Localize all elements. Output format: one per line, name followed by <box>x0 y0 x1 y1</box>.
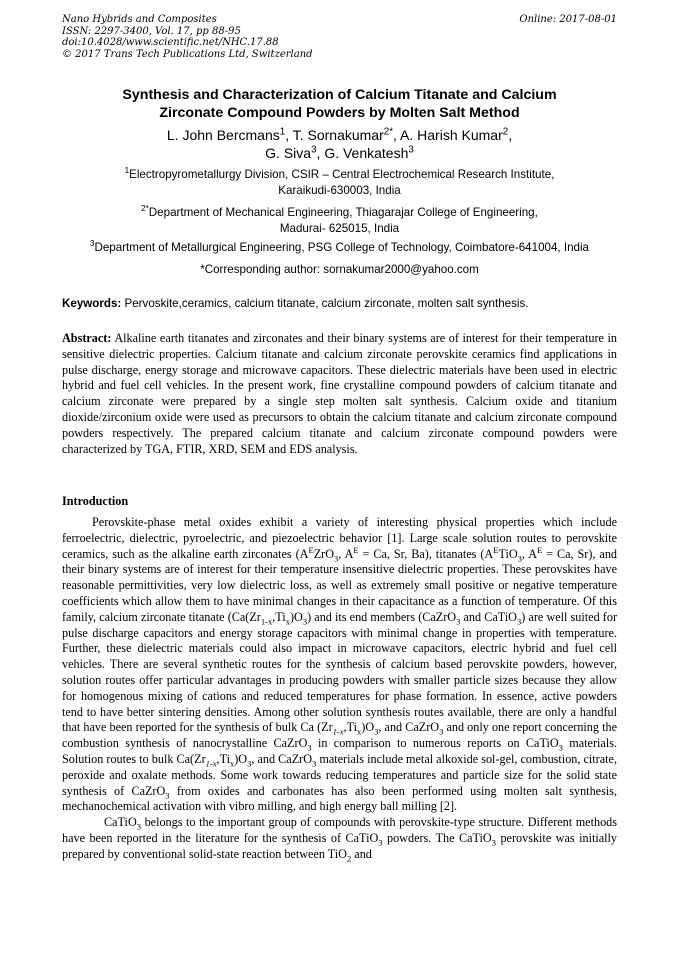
paper-title <box>62 86 617 122</box>
subscript: 3 <box>439 726 444 737</box>
text-run: ) and its end members (CaZrO <box>307 609 457 624</box>
subscript: 3 <box>136 821 142 832</box>
authors-line-2: G. Siva$^3$, G. Venkatesh$^3$ <box>265 144 414 161</box>
text-run: )O <box>361 720 375 735</box>
text-run: , and CaZrO <box>251 751 313 766</box>
author-name: L. John Bercmans <box>166 127 280 143</box>
author-name: G. Venkatesh <box>324 145 409 161</box>
subscript: 3 <box>302 616 308 627</box>
subscript: 1-x <box>205 758 217 769</box>
affiliation-text: Department of Mechanical Engineering, Thiagarajar College of Engineering, <box>148 206 538 219</box>
keywords-text: Pervoskite,ceramics, calcium titanate, calcium zirconate, molten salt synthesis. <box>121 297 529 310</box>
author-name: T. Sornakumar <box>292 127 384 143</box>
affiliation-mark: 1 <box>124 166 130 176</box>
subscript: 3 <box>307 742 312 753</box>
introduction-body <box>62 515 617 863</box>
affiliation-text: Karaikudi-630003, India <box>278 184 401 197</box>
subscript: 2 <box>346 853 352 864</box>
text-run: CaTiO <box>104 815 137 830</box>
affiliation-mark: 2* <box>141 204 149 214</box>
affiliation-1 <box>62 167 617 199</box>
text-run: , A <box>521 546 538 561</box>
text-run: powders. The CaTiO <box>382 830 492 845</box>
keywords-label: Keywords: <box>62 297 122 310</box>
section-heading-introduction: Introduction <box>62 494 129 508</box>
text-run: , A <box>338 546 354 561</box>
text-run: materials include metal alkoxide sol-gel, combustion, citrate, peroxide and oxalate methods. Some work towards reducing temperatures and particle size for the solid state synthesis of CaZrO <box>62 751 617 798</box>
abstract-label: Abstract: <box>62 331 112 345</box>
affiliation-text: Department of Metallurgical Engineering, PSG College of Technology, Coimbatore-641004, India <box>94 241 590 254</box>
affiliation-text: Madurai- 625015, India <box>279 222 400 235</box>
affiliation-2 <box>62 205 617 237</box>
subscript: 3 <box>378 837 383 848</box>
abstract <box>62 331 617 457</box>
text-run: TiO <box>498 546 518 561</box>
subscript: x <box>285 616 290 627</box>
affiliation-mark: 3 <box>89 239 95 249</box>
author-affiliation-mark: 2* <box>383 126 394 138</box>
text-run: belongs to the important group of compounds with perovskite-type structure. Different methods have been reported in the literature for the synthesis of CaTiO <box>62 815 617 845</box>
subscript: 3 <box>374 726 379 737</box>
text-run: Perovskite-phase metal oxides exhibit a variety of interesting physical properties which include ferroelectric, dielectric, pyroelectric, and piezoelectric behavior [1]. Large scale solution routes to perovskite ceramics, such as the alkaline earth zirconates (A <box>62 515 617 561</box>
text-run: ,Ti <box>343 720 357 735</box>
text-run: and <box>351 846 372 861</box>
text-run: and only one report concerning the combustion synthesis of nanocrystalline CaZrO <box>62 720 617 751</box>
text-run: )O <box>289 609 303 624</box>
author-list <box>62 126 617 162</box>
text-run: ) are well suited for pulse discharge capacitors and energy storage capacitors with minimal change in properties with temperature. Further, these dielectric materials could also impact in microwave capacitors, electric hybrid and fuel cell vehicles. There are several synthetic routes for the synthesis of calcium based perovskite powders, however, solution routes offer particular advantages in producing powders with smaller particle sizes because they allow for homogenous mixing of cations and reduced temperatures for phase formation. In essence, active powders tend to have better sintering densities. Among other solution synthesis routes available, there are only a handful that have been reported for the synthesis of bulk Ca (Zr <box>62 609 618 735</box>
subscript: x <box>229 758 235 769</box>
title-line-2: Zirconate Compound Powders by Molten Salt Method <box>159 105 520 121</box>
author-affiliation-mark: 2 <box>502 126 509 138</box>
subscript: 1-x <box>332 726 344 737</box>
superscript: E <box>537 544 543 555</box>
subscript: 3 <box>516 616 522 627</box>
subscript: 3 <box>456 616 461 627</box>
subscript: 1-x <box>260 616 273 627</box>
issn-line: ISSN: 2297-3400, Vol. 17, pp 88-95 <box>62 25 241 37</box>
authors-line-1: L. John Bercmans$^1$, T. Sornakumar$^{2*}$, A. Harish Kumar$^2$, <box>166 126 513 143</box>
text-run: , and CaZrO <box>378 720 440 735</box>
doi-line: doi:10.4028/www.scientific.net/NHC.17.88 <box>62 37 279 49</box>
paragraph <box>62 515 617 815</box>
author-name: A. Harish Kumar <box>400 127 503 143</box>
superscript: E <box>308 544 314 555</box>
author-affiliation-mark: 3 <box>311 144 317 156</box>
text-run: in comparison to numerous reports on CaTiO <box>311 736 559 751</box>
subscript: 3 <box>517 553 522 564</box>
text-run: ,Ti <box>216 751 230 766</box>
subscript: 3 <box>558 742 563 753</box>
subscript: 3 <box>491 837 496 848</box>
text-run: ,Ti <box>272 609 286 624</box>
copyright-line: © 2017 Trans Tech Publications Ltd, Switzerland <box>62 48 313 60</box>
author-affiliation-mark: 3 <box>408 144 414 156</box>
online-date: Online: 2017-08-01 <box>519 14 617 25</box>
author-affiliation-mark: 1 <box>279 126 286 138</box>
journal-name: Nano Hybrids and Composites <box>62 14 217 25</box>
text-run: ZrO <box>313 546 335 561</box>
keywords <box>62 296 617 312</box>
text-run: perovskite was initially prepared by conventional solid-state reaction between TiO <box>62 830 618 861</box>
text-run: from oxides and carbonates has also been performed using molten salt synthesis, mechanochemical activation with vibro milling, and high energy ball milling [2]. <box>62 783 617 814</box>
author-name: G. Siva <box>265 145 312 161</box>
title-line-1: Synthesis and Characterization of Calcium Titanate and Calcium <box>122 87 557 103</box>
paragraph <box>62 815 617 862</box>
superscript: E <box>353 544 359 555</box>
corresponding-author: *Corresponding author: sornakumar2000@yahoo.com <box>200 263 479 276</box>
text-run: and CaTiO <box>460 609 517 624</box>
subscript: 3 <box>334 553 339 564</box>
affiliation-3 <box>62 240 617 256</box>
abstract-text: Alkaline earth titanates and zirconates and their binary systems are of interest for their temperature in sensitive dielectric properties. Calcium titanate and calcium zirconate perovskite ceramics find applications in pulse discharge, energy storage and microwave capacitors. These dielectric materials have been used in electric hybrid and fuel cell vehicles. In the present work, fine crystalline compound powders of calcium titanate and calcium zirconate were prepared by a single step molten salt synthesis. Calcium oxide and titanium dioxide/zirconium oxide were used as precursors to obtain the calcium titanate and calcium zirconate compound powders respectively. The prepared calcium titanate and calcium zirconate compound powders were characterized by TGA, FTIR, XRD, SEM and EDS analysis. <box>62 331 617 456</box>
text-run: = Ca, Sr), and their binary systems are of interest for their temperature insensitive dielectric properties. These perovskites have reasonable permittivities, very low dielectric loss, as well as extremely small positive or negative temperature coefficients which allow them to have minimal changes in their capacitance as a function of temperature. Of this family, calcium zirconate titanate (Ca(Zr <box>62 546 618 624</box>
text-run: )O <box>234 751 248 766</box>
subscript: x <box>357 726 362 737</box>
subscript: 3 <box>312 758 317 769</box>
text-run: = Ca, Sr, Ba), titanates (A <box>358 546 494 561</box>
journal-info <box>62 14 313 60</box>
superscript: E <box>493 544 499 555</box>
subscript: 3 <box>247 758 252 769</box>
affiliation-text: Electropyrometallurgy Division, CSIR – Central Electrochemical Research Institute, <box>129 168 555 181</box>
subscript: 3 <box>165 789 170 800</box>
text-run: materials. Solution routes to bulk Ca(Zr <box>62 736 617 766</box>
